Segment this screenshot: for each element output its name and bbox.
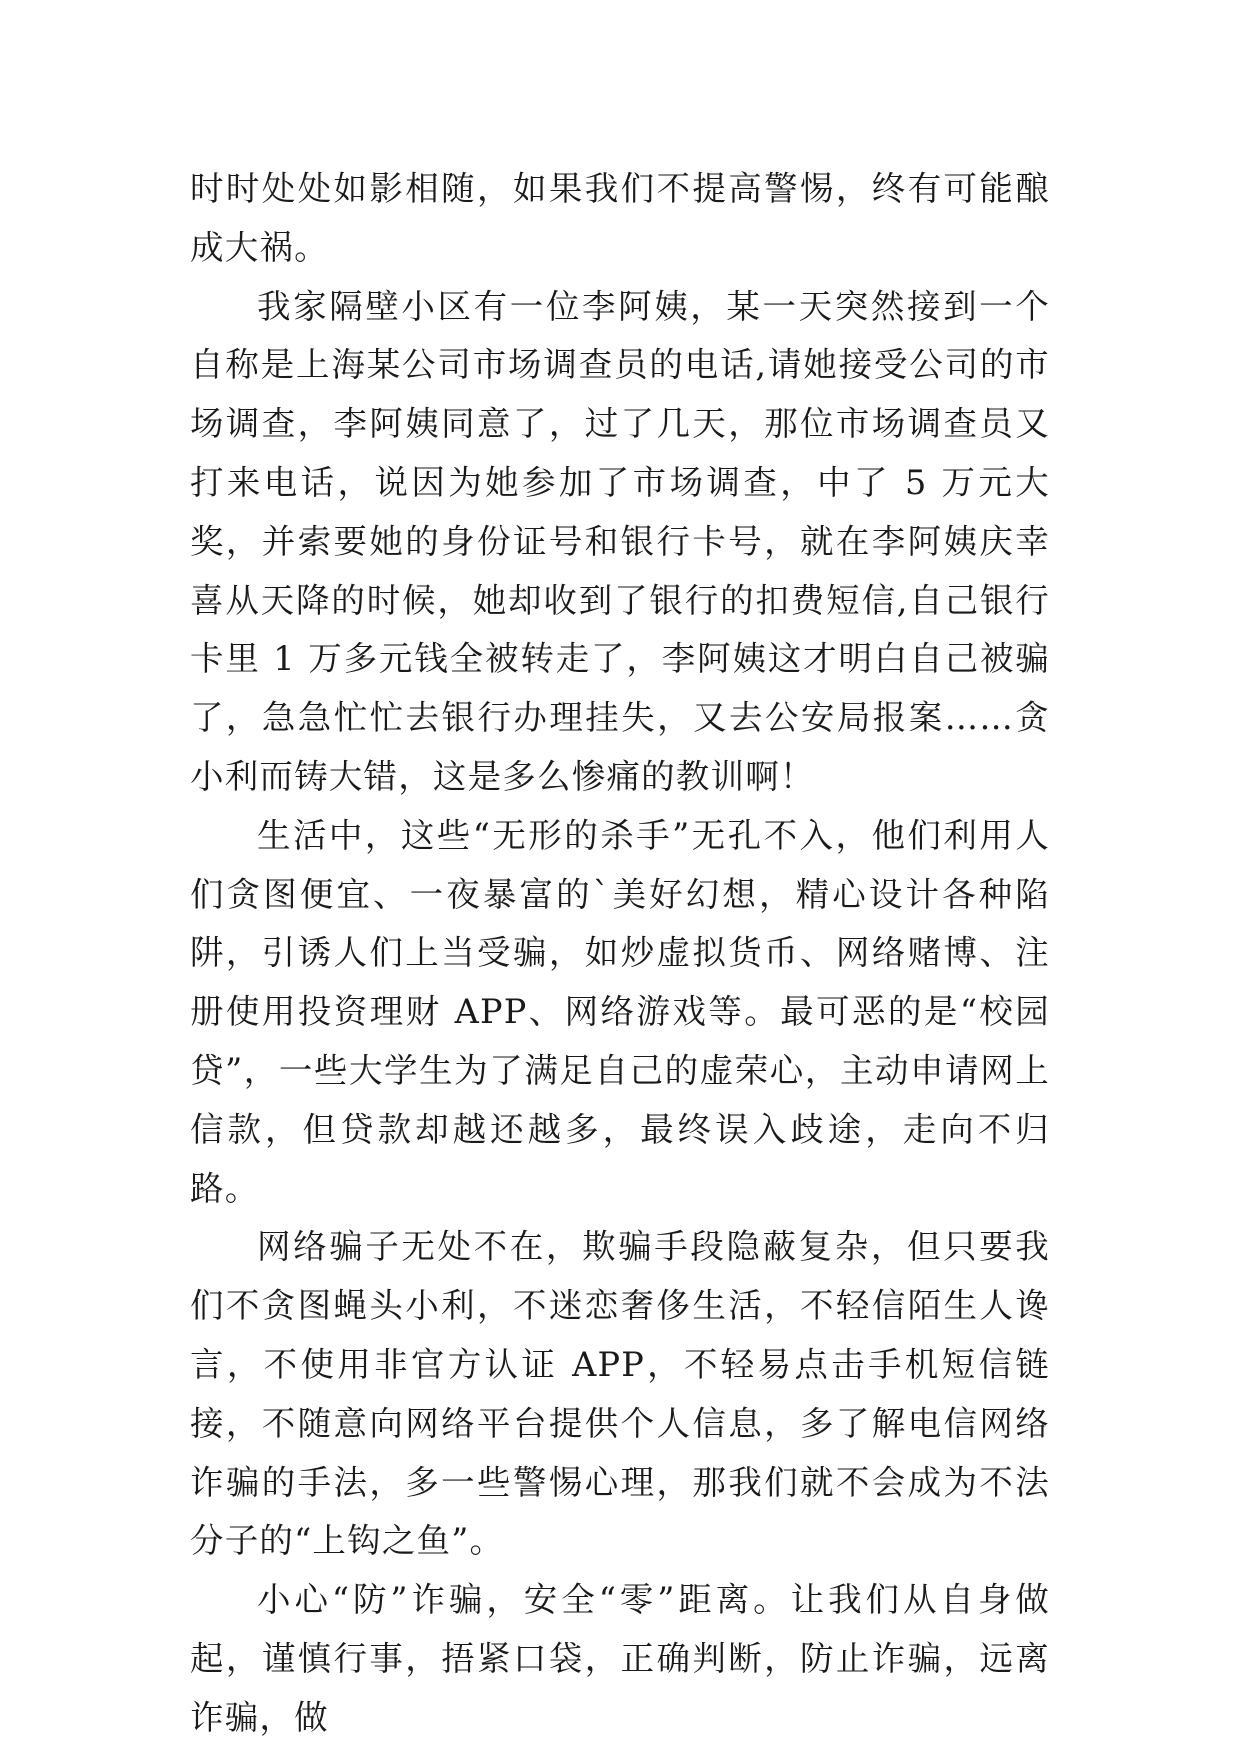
paragraph-li-ayi-story: 我家隔壁小区有一位李阿姨，某一天突然接到一个自称是上海某公司市场调查员的电话,请她接受公司的市场调查，李阿姨同意了，过了几天，那位市场调查员又打来电话，说因为她参加了市场调查，中了 5 万元大奖，并索要她的身份证号和银行卡号，就在李阿姨庆幸喜从天降的时候，她却收到了银行的扣费短信,自己银行卡里 1 万多元钱全被转走了，李阿姨这才明白自己被骗了，急急忙忙去银行办理挂失，又去公安局报案……贪小利而铸大错，这是多么惨痛的教训啊！ bbox=[190, 286, 1050, 796]
paragraph-continued: 时时处处如影相随，如果我们不提高警惕，终有可能酿成大祸。 bbox=[190, 169, 1050, 267]
paragraph-invisible-killers: 生活中，这些“无形的杀手”无孔不入，他们利用人们贪图便宜、一夜暴富的`美好幻想，精心设计各种陷阱，引诱人们上当受骗，如炒虚拟货币、网络赌博、注册使用投资理财 APP、网络游戏等。最可恶的是“校园贷”，一些大学生为了满足自己的虚荣心，主动申请网上信款，但贷款却越还越多，最终误入歧途，走向不归路。 bbox=[190, 815, 1050, 1208]
document-body bbox=[190, 160, 1050, 1748]
paragraph-closing: 小心“防”诈骗，安全“零”距离。让我们从自身做起，谨慎行事，捂紧口袋，正确判断，防止诈骗，远离诈骗，做 bbox=[190, 1580, 1050, 1737]
paragraph-prevention-advice: 网络骗子无处不在，欺骗手段隐蔽复杂，但只要我们不贪图蝇头小利，不迷恋奢侈生活，不轻信陌生人谗言，不使用非官方认证 APP，不轻易点击手机短信链接，不随意向网络平台提供个人信息，多了解电信网络诈骗的手法，多一些警惕心理，那我们就不会成为不法分子的“上钩之鱼”。 bbox=[190, 1227, 1050, 1561]
